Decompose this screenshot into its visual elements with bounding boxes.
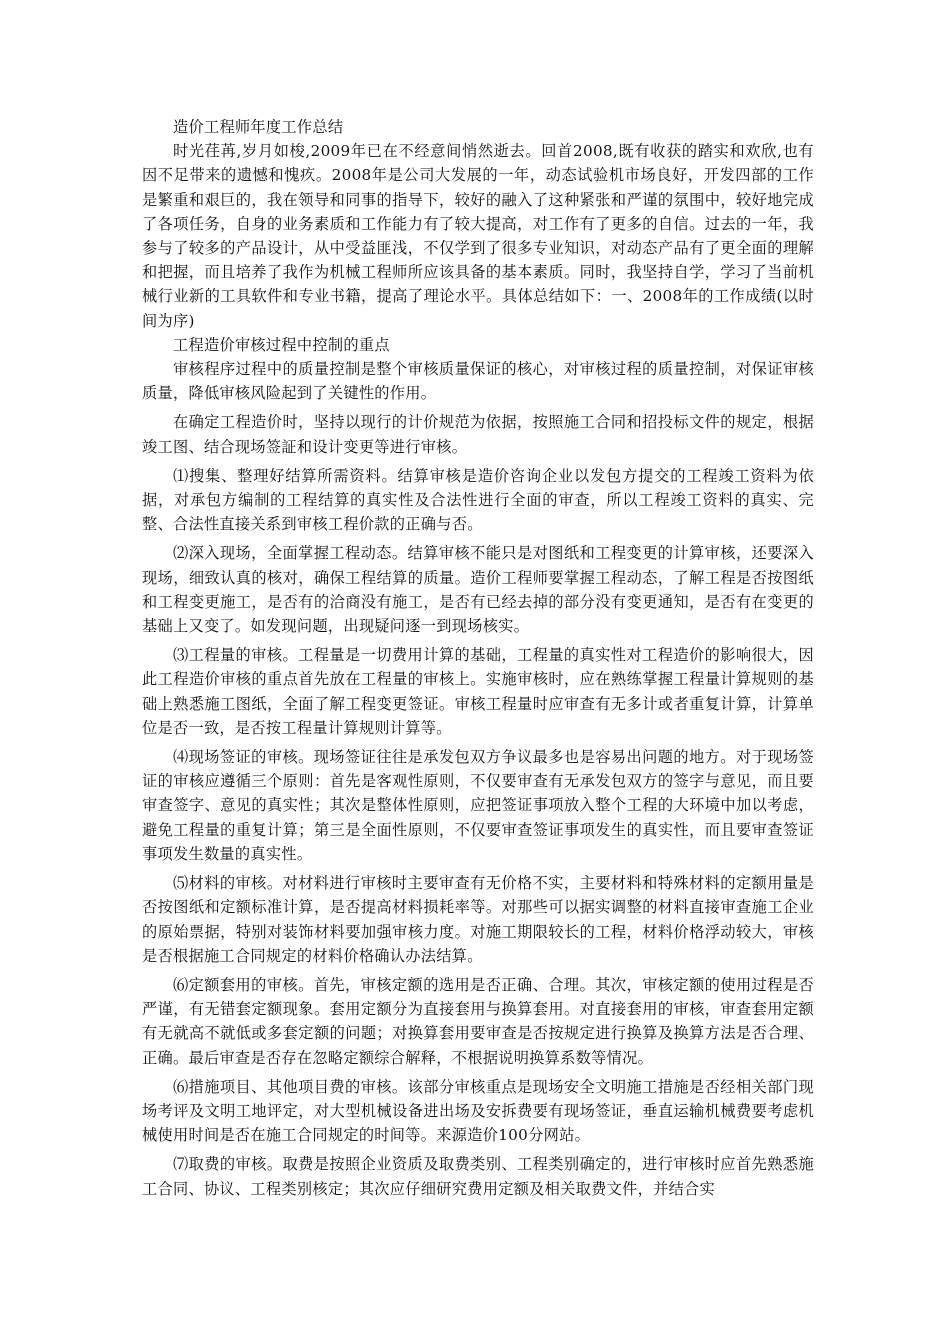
body-paragraph: 审核程序过程中的质量控制是整个审核质量保证的核心，对审核过程的质量控制，对保证审核质量，降低审核风险起到了关键性的作用。: [142, 360, 814, 403]
body-paragraph: ⑸材料的审核。对材料进行审核时主要审查有无价格不实，主要材料和特殊材料的定额用量是否按图纸和定额标准计算，是否提高材料损耗率等。对那些可以据实调整的材料直接审查施工企业的原始票据，特别对装饰材料要加强审核力度。对施工期限较长的工程，材料价格浮动较大，审核是否根据施工合同规定的材料价格确认办法结算。: [142, 874, 814, 965]
body-paragraph: ⑷现场签证的审核。现场签证往往是承发包双方争议最多也是容易出问题的地方。对于现场签证的审核应遵循三个原则：首先是客观性原则，不仅要审查有无承发包双方的签字与意见，而且要审查签字、意见的真实性；其次是整体性原则，应把签证事项放入整个工程的大环境中加以考虑，避免工程量的重复计算；第三是全面性原则，不仅要审查签证事项发生的真实性，而且要审查签证事项发生数量的真实性。: [142, 748, 814, 863]
body-paragraph: ⑹定额套用的审核。首先，审核定额的选用是否正确、合理。其次，审核定额的使用过程是否严谨，有无错套定额现象。套用定额分为直接套用与换算套用。对直接套用的审核，审查套用定额有无就高不就低或多套定额的问题；对换算套用要审查是否按规定进行换算及换算方法是否合理、正确。最后审查是否存在忽略定额综合解释，不根据说明换算系数等情况。: [142, 975, 814, 1067]
section-heading: 工程造价审核过程中控制的重点: [173, 335, 390, 354]
document-title: 造价工程师年度工作总结: [173, 118, 344, 136]
body-paragraph: 在确定工程造价时，坚持以现行的计价规范为依据，按照施工合同和招投标文件的规定，根据竣工图、结合现场签証和设计变更等进行审核。: [142, 413, 814, 456]
body-paragraph: ⑹措施项目、其他项目费的审核。该部分审核重点是现场安全文明施工措施是否经相关部门现场考评及文明工地评定，对大型机械设备进出场及安拆费要有现场签证，垂直运输机械费要考虑机械使用时间是否在施工合同规定的时间等。来源造价100分网站。: [142, 1077, 814, 1145]
body-paragraph: ⑺取费的审核。取费是按照企业资质及取费类别、工程类别确定的，进行审核时应首先熟悉施工合同、协议、工程类别核定；其次应仔细研究费用定额及相关取费文件，并结合实: [142, 1155, 814, 1198]
body-paragraph: ⑴搜集、整理好结算所需资料。结算审核是造价咨询企业以发包方提交的工程竣工资料为依据，对承包方编制的工程结算的真实性及合法性进行全面的审查，所以工程竣工资料的真实、完整、合法性直接关系到审核工程价款的正确与否。: [142, 466, 814, 534]
intro-paragraph: 时光荏苒,岁月如梭,2009年已在不经意间悄然逝去。回首2008,既有收获的踏实和欢欣,也有 因不足带来的遗憾和愧疚。2008年是公司大发展的一年，动态试验机市场良好，开发四部的工作是繁重和艰巨的，我在领导和同事的指导下，较好的融入了这种紧张和严谨的氛围中，较好地完成了各项任务，自身的业务素质和工作能力有了较大提高，对工作有了更多的自信。过去的一年，我参与了较多的产品设计，从中受益匪浅，不仅学到了很多专业知识，对动态产品有了更全面的理解和把握，而且培养了我作为机械工程师所应该具备的基本素质。同时，我坚持自学，学习了当前机械行业新的工具软件和专业书籍，提高了理论水平。具体总结如下：一、2008年的工作成绩(以时间为序): [142, 142, 830, 330]
body-paragraph: ⑵深入现场，全面掌握工程动态。结算审核不能只是对图纸和工程变更的计算审核，还要深入现场，细致认真的核对，确保工程结算的质量。造价工程师要掌握工程动态，了解工程是否按图纸和工程变更施工，是否有的洽商没有施工，是否有已经去掉的部分没有变更通知，是否有在变更的基础上又变了。如发现问题，出现疑问逐一到现场核实。: [142, 544, 814, 636]
body-paragraph: ⑶工程量的审核。工程量是一切费用计算的基础，工程量的真实性对工程造价的影响很大，因此工程造价审核的重点首先放在工程量的审核上。实施审核时，应在熟练掌握工程量计算规则的基础上熟悉施工图纸，全面了解工程变更签证。审核工程量时应审查有无多计或者重复计算，计算单位是否一致，是否按工程量计算规则计算等。: [142, 646, 814, 737]
document-page: [142, 115, 830, 1201]
